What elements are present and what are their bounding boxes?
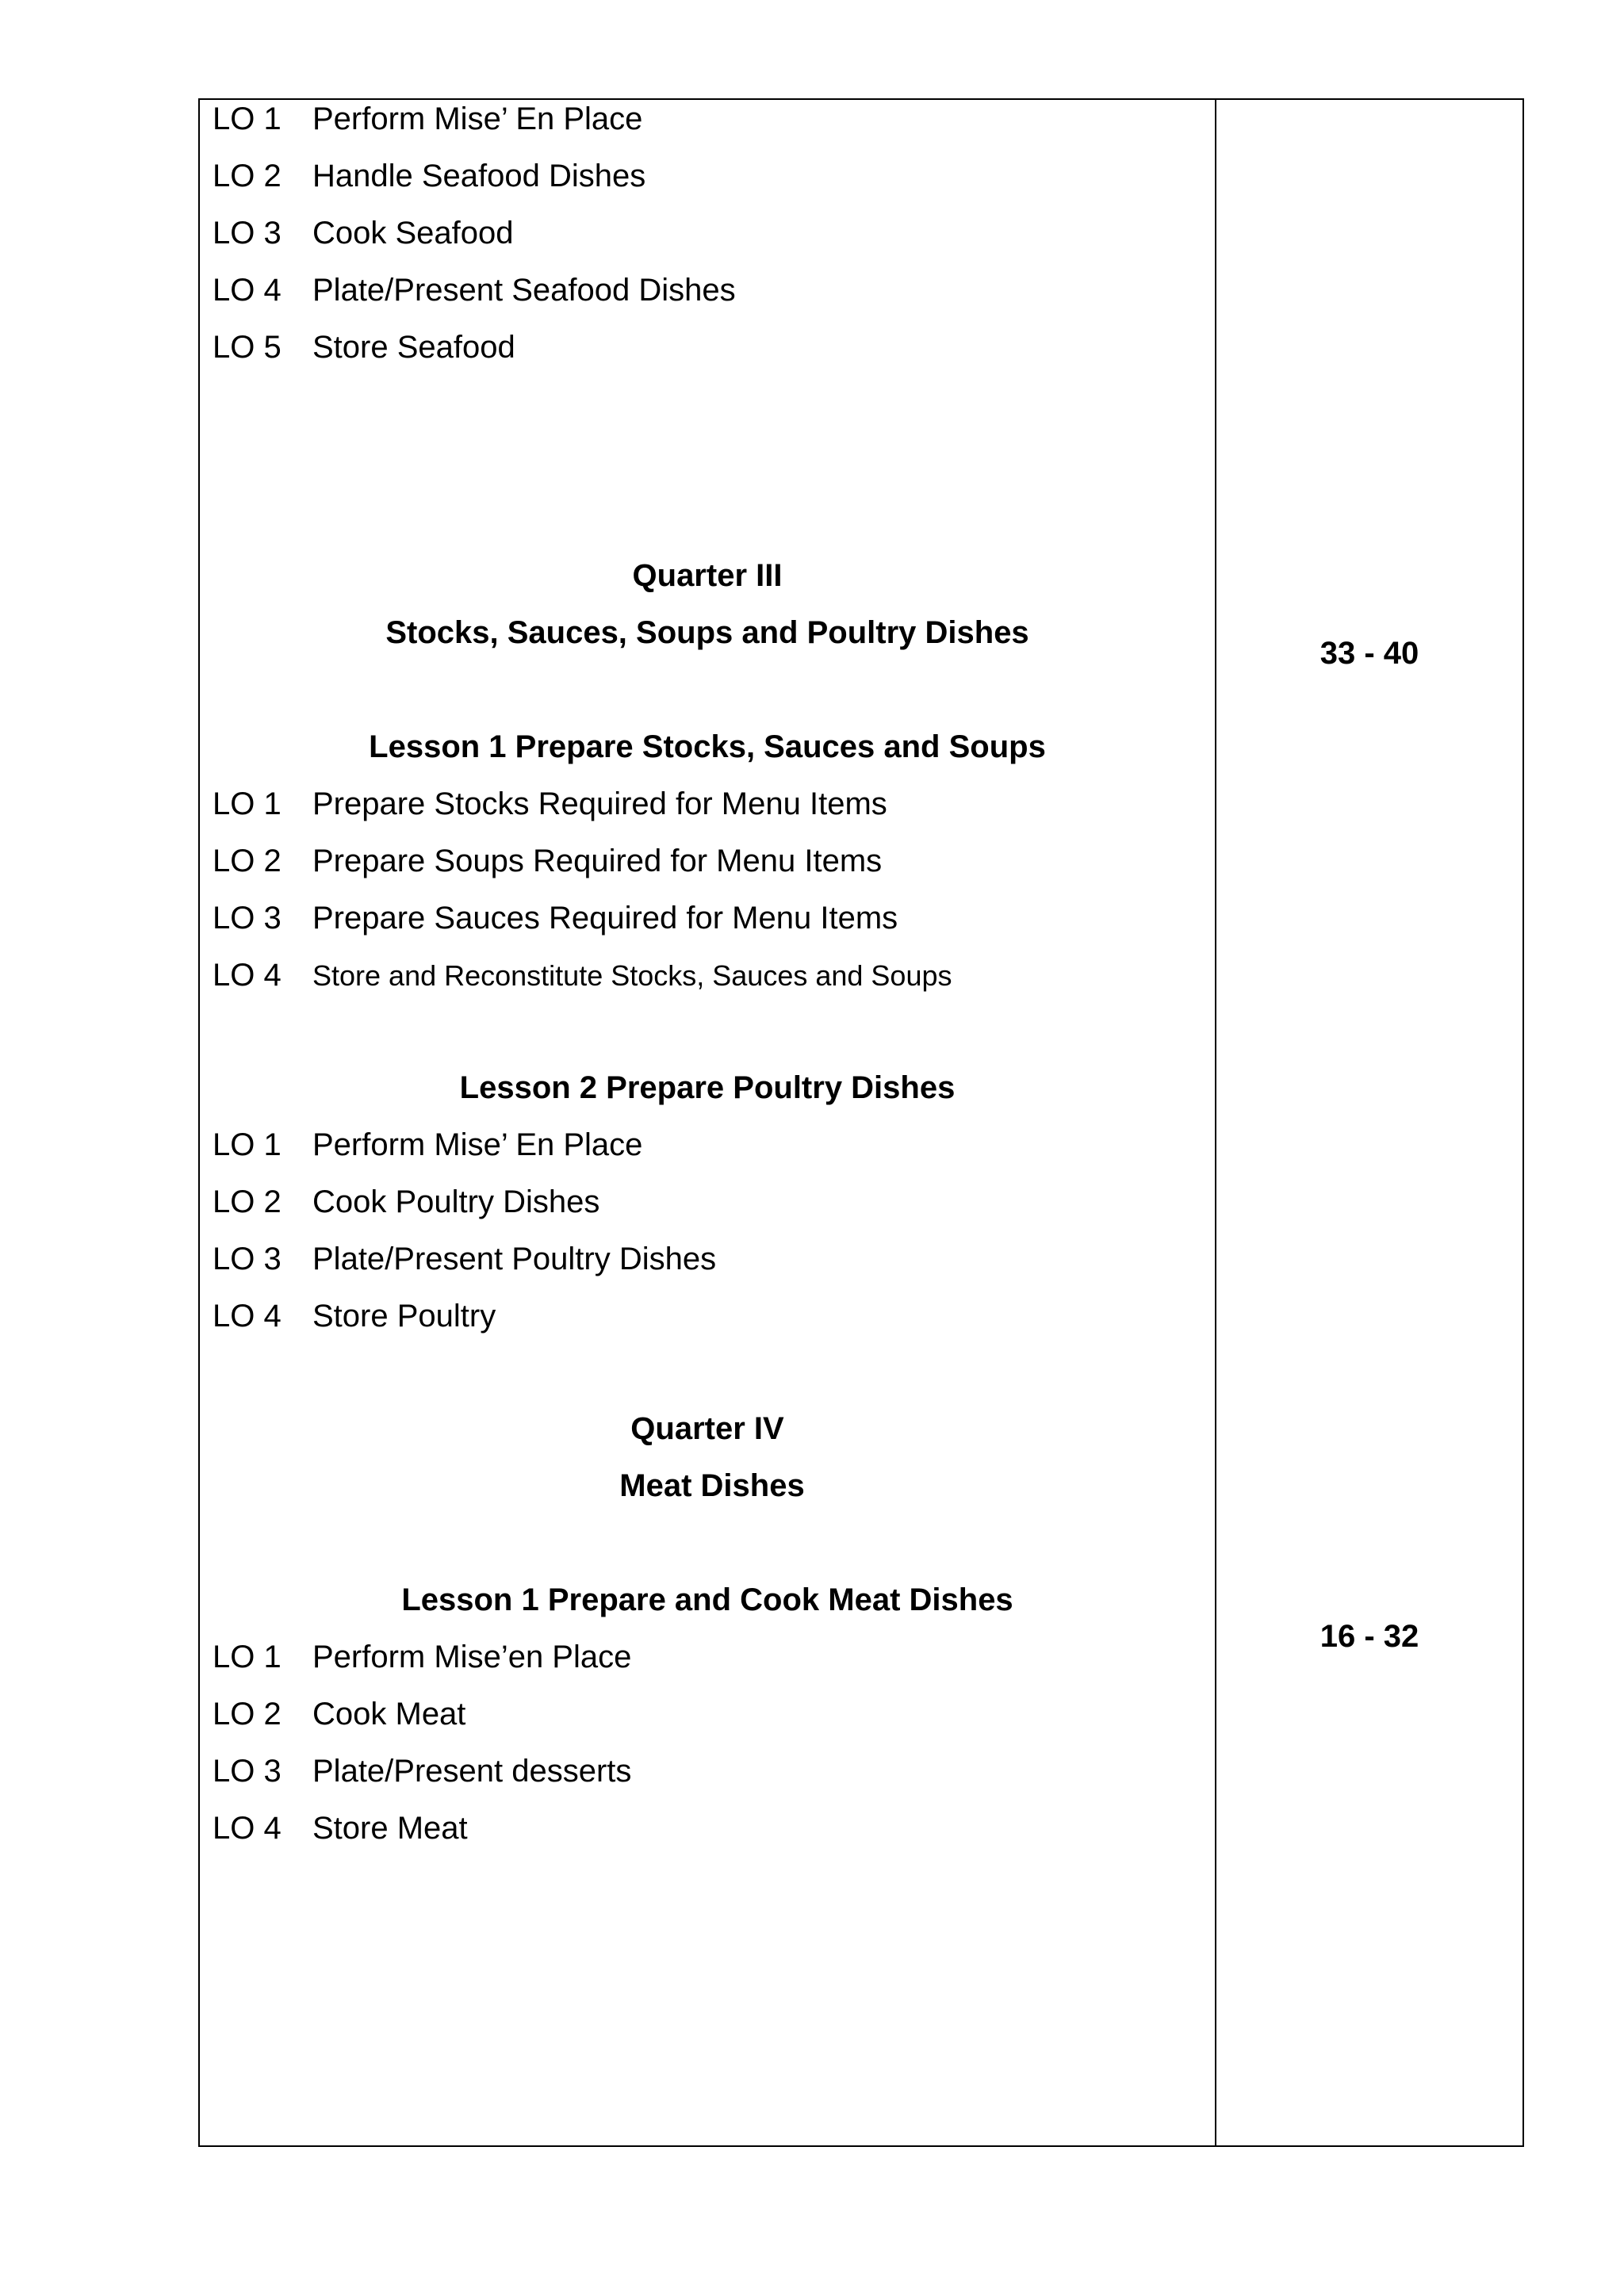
lo-text: Plate/Present desserts	[312, 1754, 632, 1789]
column-divider	[1215, 98, 1216, 2147]
quarter-title: Quarter IV	[630, 1411, 784, 1446]
lo-code: LO 3	[213, 216, 282, 251]
lo-text: Prepare Stocks Required for Menu Items	[312, 786, 887, 821]
lo-code: LO 4	[213, 958, 282, 993]
lo-text: Perform Mise’ En Place	[312, 101, 643, 136]
lo-code: LO 5	[213, 330, 282, 365]
lo-text: Cook Seafood	[312, 216, 514, 251]
list-item	[213, 323, 515, 371]
lo-text: Cook Poultry Dishes	[312, 1184, 600, 1219]
lesson-title: Lesson 2 Prepare Poultry Dishes	[459, 1070, 956, 1105]
lo-code: LO 2	[213, 844, 282, 878]
lo-code: LO 4	[213, 1299, 282, 1334]
lo-code: LO 3	[213, 1242, 282, 1276]
lo-code: LO 4	[213, 273, 282, 308]
lo-text: Perform Mise’ En Place	[312, 1127, 643, 1162]
lo-text: Handle Seafood Dishes	[312, 159, 646, 193]
list-item	[213, 894, 898, 942]
lo-text: Store Seafood	[312, 330, 515, 365]
list-item	[213, 1633, 631, 1681]
list-item	[213, 152, 645, 200]
list-item	[213, 951, 952, 999]
page-range: 16 - 32	[1320, 1619, 1419, 1654]
lo-text: Cook Meat	[312, 1697, 466, 1732]
lo-text: Perform Mise’en Place	[312, 1640, 632, 1674]
lo-code: LO 4	[213, 1811, 282, 1846]
quarter-subject: Stocks, Sauces, Soups and Poultry Dishes	[385, 615, 1029, 650]
lo-text: Plate/Present Poultry Dishes	[312, 1242, 717, 1276]
lo-code: LO 2	[213, 159, 282, 193]
lo-code: LO 2	[213, 1184, 282, 1219]
lo-code: LO 1	[213, 1127, 282, 1162]
lesson-title: Lesson 1 Prepare and Cook Meat Dishes	[401, 1582, 1013, 1617]
lo-text: Prepare Soups Required for Menu Items	[312, 844, 883, 878]
lo-text: Prepare Sauces Required for Menu Items	[312, 901, 898, 936]
list-item	[213, 266, 736, 314]
lo-text: Plate/Present Seafood Dishes	[312, 273, 736, 308]
lo-code: LO 2	[213, 1697, 282, 1732]
list-item	[213, 1804, 468, 1852]
list-item	[213, 1235, 716, 1283]
list-item	[213, 209, 514, 257]
lo-text: Store and Reconstitute Stocks, Sauces and Soups	[312, 959, 952, 992]
lo-code: LO 3	[213, 1754, 282, 1789]
lo-text: Store Poultry	[312, 1299, 496, 1334]
quarter-subject: Meat Dishes	[619, 1468, 805, 1503]
page-range: 33 - 40	[1320, 636, 1419, 671]
list-item	[213, 1178, 599, 1226]
lesson-title: Lesson 1 Prepare Stocks, Sauces and Soups	[369, 729, 1046, 764]
list-item	[213, 1292, 496, 1340]
list-item	[213, 780, 887, 828]
list-item	[213, 95, 642, 143]
lo-code: LO 1	[213, 101, 282, 136]
lo-code: LO 1	[213, 1640, 282, 1674]
lo-code: LO 1	[213, 786, 282, 821]
list-item	[213, 1690, 465, 1738]
lo-text: Store Meat	[312, 1811, 468, 1846]
lo-code: LO 3	[213, 901, 282, 936]
list-item	[213, 837, 882, 885]
quarter-title: Quarter III	[632, 558, 783, 593]
list-item	[213, 1121, 642, 1169]
list-item	[213, 1747, 631, 1795]
